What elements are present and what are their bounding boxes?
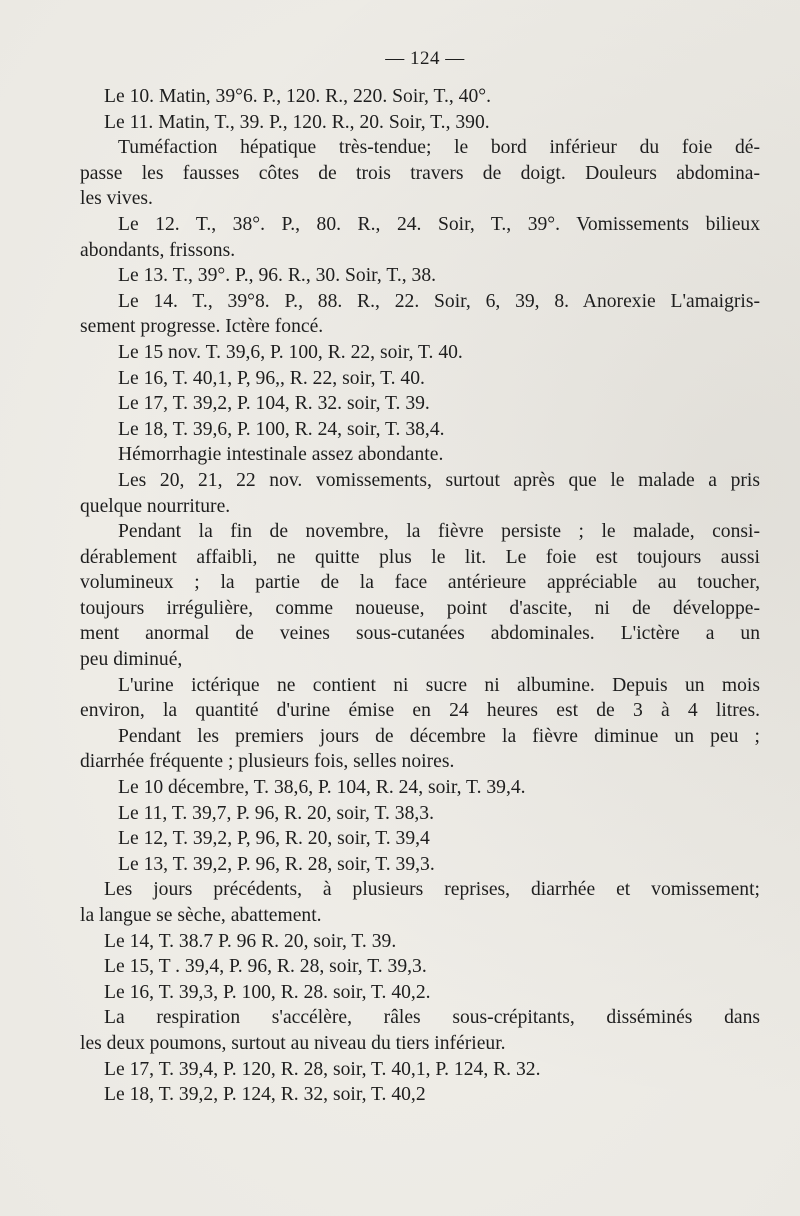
- text-line: Le 11. Matin, T., 39. P., 120. R., 20. Soir, T., 390.: [104, 111, 490, 133]
- text-line: Le 14. T., 39°8. P., 88. R., 22. Soir, 6, 39, 8. Anorexie L'amaigris-: [118, 290, 760, 312]
- text-line: sement progresse. Ictère foncé.: [80, 316, 324, 338]
- text-line: Le 12. T., 38°. P., 80. R., 24. Soir, T., 39°. Vomissements bilieux: [118, 213, 760, 235]
- text-line: quelque nourriture.: [80, 495, 231, 517]
- text-line: toujours irrégulière, comme noueuse, point d'ascite, ni de développe-: [80, 597, 760, 619]
- text-line: Le 18, T. 39,2, P. 124, R. 32, soir, T. 40,2: [104, 1084, 426, 1106]
- text-line: Le 17, T. 39,2, P. 104, R. 32. soir, T. 39.: [118, 393, 430, 415]
- text-line: Les jours précédents, à plusieurs reprises, diarrhée et vomissement;: [104, 879, 760, 901]
- text-line: ment anormal de veines sous-cutanées abdominales. L'ictère a un: [80, 623, 760, 645]
- text-line: Pendant la fin de novembre, la fièvre persiste ; le malade, consi-: [118, 521, 760, 543]
- text-line: Le 10. Matin, 39°6. P., 120. R., 220. Soir, T., 40°.: [104, 86, 491, 107]
- text-line: passe les fausses côtes de trois travers de doigt. Douleurs abdomina-: [80, 162, 760, 184]
- text-line: Le 14, T. 38.7 P. 96 R. 20, soir, T. 39.: [104, 930, 397, 952]
- text-line: Le 12, T. 39,2, P, 96, R. 20, soir, T. 39,4: [118, 828, 430, 850]
- text-line: environ, la quantité d'urine émise en 24 heures est de 3 à 4 litres.: [80, 700, 760, 722]
- text-line: Le 11, T. 39,7, P. 96, R. 20, soir, T. 38,3.: [118, 802, 434, 824]
- text-line: peu diminué,: [80, 649, 183, 671]
- text-line: volumineux ; la partie de la face antérieure appréciable au toucher,: [80, 572, 760, 594]
- text-line: Le 18, T. 39,6, P. 100, R. 24, soir, T. 38,4.: [118, 418, 445, 440]
- text-line: Hémorrhagie intestinale assez abondante.: [118, 444, 444, 466]
- page-number: — 124 —: [385, 48, 465, 69]
- text-line: les deux poumons, surtout au niveau du tiers inférieur.: [80, 1032, 506, 1054]
- body-text: [80, 84, 760, 1108]
- text-line: Le 13. T., 39°. P., 96. R., 30. Soir, T., 38.: [118, 265, 437, 287]
- text-line: Le 13, T. 39,2, P. 96, R. 28, soir, T. 39,3.: [118, 853, 435, 875]
- text-line: abondants, frissons.: [80, 239, 236, 261]
- text-line: Le 10 décembre, T. 38,6, P. 104, R. 24, soir, T. 39,4.: [118, 777, 526, 799]
- text-line: Le 16, T. 39,3, P. 100, R. 28. soir, T. 40,2.: [104, 981, 431, 1003]
- text-line: Le 15 nov. T. 39,6, P. 100, R. 22, soir, T. 40.: [118, 341, 463, 363]
- text-line: Le 15, T . 39,4, P. 96, R. 28, soir, T. 39,3.: [104, 956, 427, 978]
- text-line: L'urine ictérique ne contient ni sucre ni albumine. Depuis un mois: [118, 674, 760, 696]
- text-line: Tuméfaction hépatique très-tendue; le bord inférieur du foie dé-: [118, 137, 760, 159]
- text-line: la langue se sèche, abattement.: [80, 905, 322, 926]
- text-line: La respiration s'accélère, râles sous-crépitants, disséminés dans: [104, 1007, 760, 1029]
- text-line: Le 17, T. 39,4, P. 120, R. 28, soir, T. 40,1, P. 124, R. 32.: [104, 1058, 541, 1080]
- text-line: dérablement affaibli, ne quitte plus le lit. Le foie est toujours aussi: [80, 546, 760, 568]
- text-line: diarrhée fréquente ; plusieurs fois, selles noires.: [80, 751, 455, 773]
- text-line: Les 20, 21, 22 nov. vomissements, surtout après que le malade a pris: [118, 469, 760, 491]
- text-line: Pendant les premiers jours de décembre la fièvre diminue un peu ;: [118, 725, 760, 747]
- text-line: les vives.: [80, 188, 153, 210]
- text-line: Le 16, T. 40,1, P, 96,, R. 22, soir, T. 40.: [118, 367, 425, 389]
